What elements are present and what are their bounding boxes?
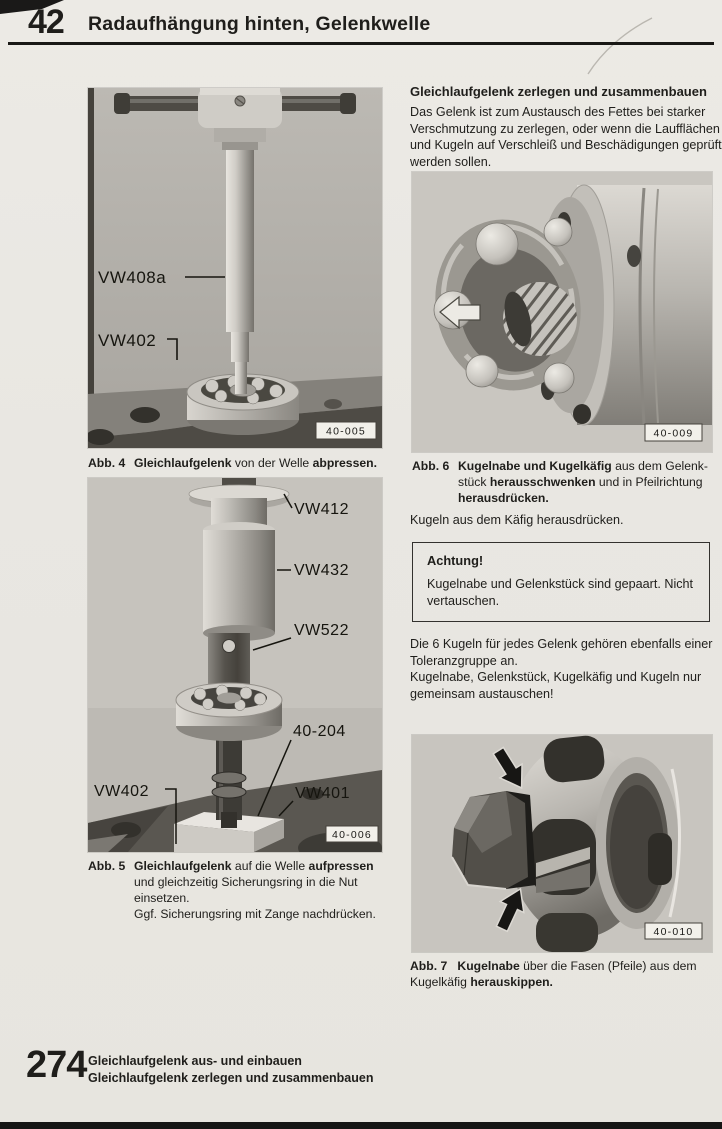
cv-joint-ring (176, 683, 282, 741)
intro-paragraph: Das Gelenk ist zum Austausch des Fettes bei starker Verschmutzung zu zerlegen, oder wenn die Laufflächen und Kugeln auf Verschleiß und Beschädigungen geprüft werden sollen. (410, 105, 722, 169)
section-heading: Gleichlaufgelenk zerlegen und zusammenbauen (410, 84, 707, 99)
footer-line-2: Gleichlaufgelenk zerlegen und zusammenbauen (88, 1070, 374, 1085)
tool-label-vw402: VW402 (94, 783, 149, 800)
page-number: 274 (26, 1044, 87, 1086)
figure-5-label: Abb. 5 (88, 859, 126, 873)
svg-text:40-009: 40-009 (653, 427, 694, 440)
photo-ref-badge (316, 422, 376, 439)
chapter-number: 42 (28, 3, 64, 41)
tool-label-vw408a: VW408a (98, 268, 167, 287)
svg-text:40-006: 40-006 (332, 829, 372, 841)
figure-6-label: Abb. 6 (412, 459, 450, 473)
page-bottom-bar (0, 1122, 722, 1129)
note-kugeln: Kugeln aus dem Käfig herausdrücken. (410, 513, 624, 527)
figure-5-caption (88, 858, 382, 922)
scan-scratch-line (552, 14, 662, 76)
figure-5-photo (88, 478, 382, 852)
warning-box (412, 542, 710, 622)
figure-6-caption (412, 458, 712, 506)
figure-4-caption-text: Gleichlaufgelenk von der Welle abpressen. (134, 456, 377, 470)
figure-6-photo (412, 172, 712, 452)
tool-label-vw402: VW402 (98, 331, 157, 350)
header-rule (8, 42, 714, 45)
photo-ref-badge (645, 923, 702, 939)
figure-4-caption (88, 455, 382, 471)
svg-text:40-010: 40-010 (653, 926, 694, 938)
tool-label-40-204: 40-204 (293, 723, 346, 740)
figure-4-photo (88, 88, 382, 448)
page-title: Radaufhängung hinten, Gelenkwelle (88, 13, 431, 35)
tool-label-vw412: VW412 (294, 501, 349, 518)
figure-5-caption-text: Gleichlaufgelenk auf die Welle aufpressen und gleichzeitig Sicherungsring in die Nut einsetzen. Ggf. Sicherungsring mit Zange nachdrücken. (134, 859, 376, 921)
footer-section-titles (88, 1053, 374, 1086)
photo-ref-badge (326, 826, 378, 842)
figure-7-caption: Abb. 7 Kugelnabe über die Fasen (Pfeile) aus dem Kugelkäfig herauskippen. (410, 959, 697, 989)
tolerance-paragraph: Die 6 Kugeln für jedes Gelenk gehören ebenfalls einer Toleranzgruppe an. Kugelnabe, Gelenkstück, Kugelkäfig und Kugeln nur gemeinsam austauschen! (410, 637, 713, 701)
tool-label-vw432: VW432 (294, 562, 349, 579)
svg-text:40-005: 40-005 (326, 425, 366, 438)
figure-4-label: Abb. 4 (88, 456, 126, 470)
tool-label-vw401: VW401 (295, 785, 350, 802)
footer-line-1: Gleichlaufgelenk aus- und einbauen (88, 1054, 302, 1068)
tool-label-vw522: VW522 (294, 622, 349, 639)
warning-text: Kugelnabe und Gelenkstück sind gepaart. Nicht vertauschen. (427, 577, 694, 608)
figure-7-photo (412, 735, 712, 952)
warning-title: Achtung! (427, 553, 484, 568)
figure-6-caption-text: Kugelnabe und Kugelkäfig aus dem Gelenk- stück herausschwenken und in Pfeilrichtung herausdrücken. (458, 459, 708, 505)
photo-ref-badge (645, 424, 702, 441)
